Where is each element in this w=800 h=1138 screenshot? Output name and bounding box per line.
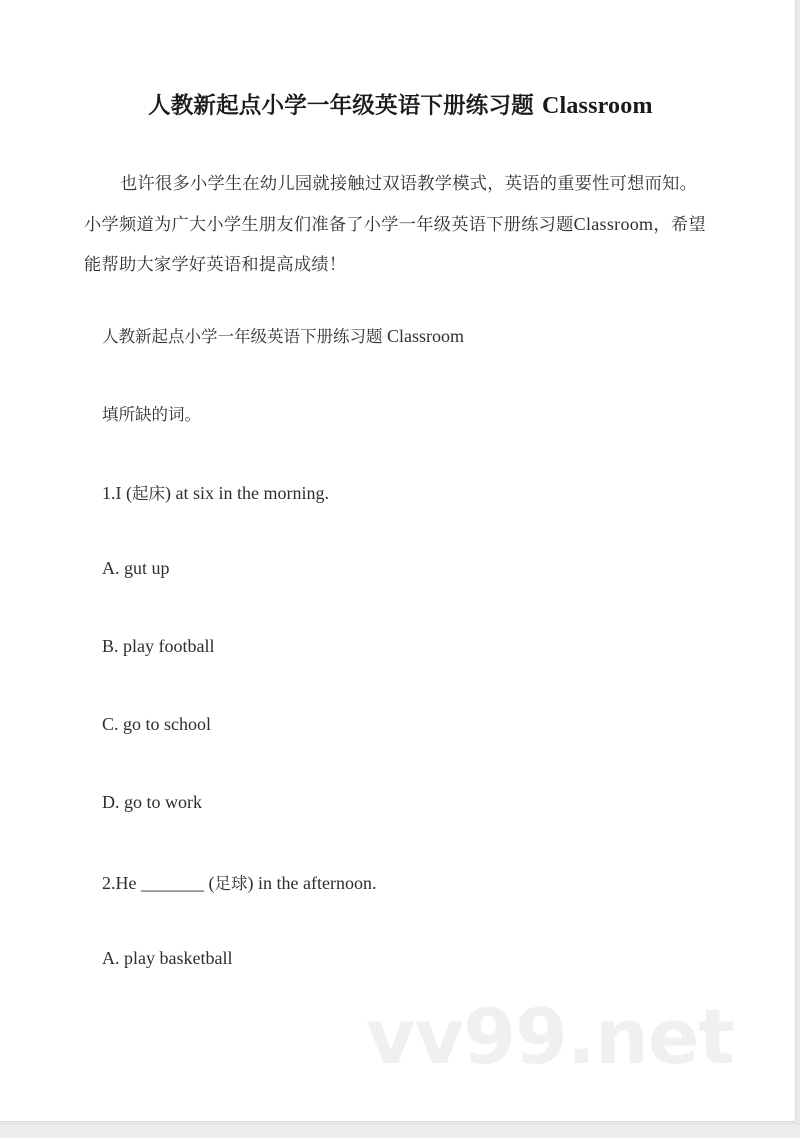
watermark: vv99.net <box>366 992 734 1081</box>
question-1-prefix: 1.I ( <box>102 483 132 503</box>
option-2a: A. play basketball <box>102 948 233 968</box>
question-2 <box>102 870 376 894</box>
document-title <box>148 88 708 120</box>
subtitle <box>102 323 464 347</box>
page-bottom-edge <box>0 1123 800 1138</box>
instruction: 填所缺的词。 <box>102 405 201 424</box>
option-1a: A. gut up <box>102 558 170 578</box>
subtitle-cjk: 人教新起点小学一年级英语下册练习题 <box>102 327 383 346</box>
question-1 <box>102 480 329 504</box>
option-1c: C. go to school <box>102 714 212 734</box>
intro-part2: Classroom <box>573 214 654 234</box>
option-1d: D. go to work <box>102 792 202 812</box>
question-1-hint: 起床 <box>132 484 165 503</box>
intro-paragraph <box>84 164 714 285</box>
title-cjk: 人教新起点小学一年级英语下册练习题 <box>148 93 534 119</box>
question-2-suffix: ) in the afternoon. <box>247 873 377 893</box>
option-1b: B. play football <box>102 636 215 656</box>
question-1-suffix: ) at six in the morning. <box>165 483 329 503</box>
intro-part1: 也许很多小学生在幼儿园就接触过双语教学模式，英语的重要性可想而知。小学频道为广大小学生朋友们准备了小学一年级英语下册练习题 <box>84 174 698 235</box>
title-latin: Classroom <box>541 93 653 119</box>
intro-part3: ，希望能帮助大家学好英语和提高成绩！ <box>84 215 706 275</box>
question-2-prefix: 2.He _______ ( <box>102 873 215 893</box>
subtitle-latin: Classroom <box>387 326 465 346</box>
question-2-hint: 足球 <box>214 874 248 893</box>
